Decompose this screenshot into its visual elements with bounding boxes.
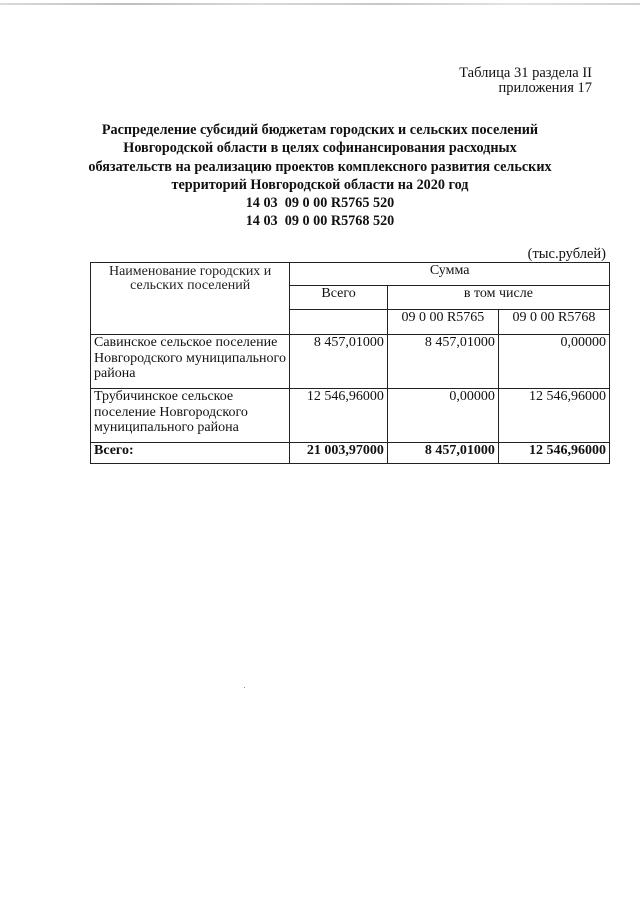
grand-total: 21 003,97000 xyxy=(290,443,388,464)
header-total: Всего xyxy=(290,286,388,310)
table-reference xyxy=(459,66,592,96)
header-code-r5768: 09 0 00 R5768 xyxy=(498,310,609,335)
total-r5765: 8 457,01000 xyxy=(387,443,498,464)
amount-r5768: 12 546,96000 xyxy=(498,389,609,443)
total-r5768: 12 546,96000 xyxy=(498,443,609,464)
units-label: (тыс.рублей) xyxy=(527,246,606,262)
table-row xyxy=(91,335,610,389)
title-line4: территорий Новгородской области на 2020 год xyxy=(171,176,469,193)
amount-r5765: 0,00000 xyxy=(387,389,498,443)
table-ref-line2: приложения 17 xyxy=(498,80,592,96)
amount-r5768: 0,00000 xyxy=(498,335,609,389)
subsidy-table xyxy=(90,262,610,464)
table-ref-line1: Таблица 31 раздела II xyxy=(459,65,592,81)
total-amount: 8 457,01000 xyxy=(290,335,388,389)
budget-code-2: 14 03 09 0 00 R5768 520 xyxy=(245,213,395,230)
scan-speck xyxy=(244,687,245,688)
scan-edge-artifact xyxy=(0,3,640,5)
table-total-row xyxy=(91,443,610,464)
total-label: Всего: xyxy=(91,443,290,464)
title-line3: обязательств на реализацию проектов комплексного развития сельских xyxy=(88,158,552,175)
budget-code-1: 14 03 09 0 00 R5765 520 xyxy=(245,195,395,212)
header-settlement-name: Наименование городских и сельских поселений xyxy=(91,263,290,335)
total-amount: 12 546,96000 xyxy=(290,389,388,443)
header-sum: Сумма xyxy=(290,263,610,286)
settlement-name: Трубичинское сельское поселение Новгородского муниципального района xyxy=(91,389,290,443)
amount-r5765: 8 457,01000 xyxy=(387,335,498,389)
header-total-blank xyxy=(290,310,388,335)
title-line1: Распределение субсидий бюджетам городских и сельских поселений xyxy=(101,122,539,138)
table-header-row xyxy=(91,263,610,286)
title-line2: Новгородской области в целях софинансирования расходных xyxy=(123,140,517,157)
table-row xyxy=(91,389,610,443)
document-title xyxy=(70,121,570,231)
header-code-r5765: 09 0 00 R5765 xyxy=(387,310,498,335)
header-including: в том числе xyxy=(387,286,609,310)
settlement-name: Савинское сельское поселение Новгородского муниципального района xyxy=(91,335,290,389)
